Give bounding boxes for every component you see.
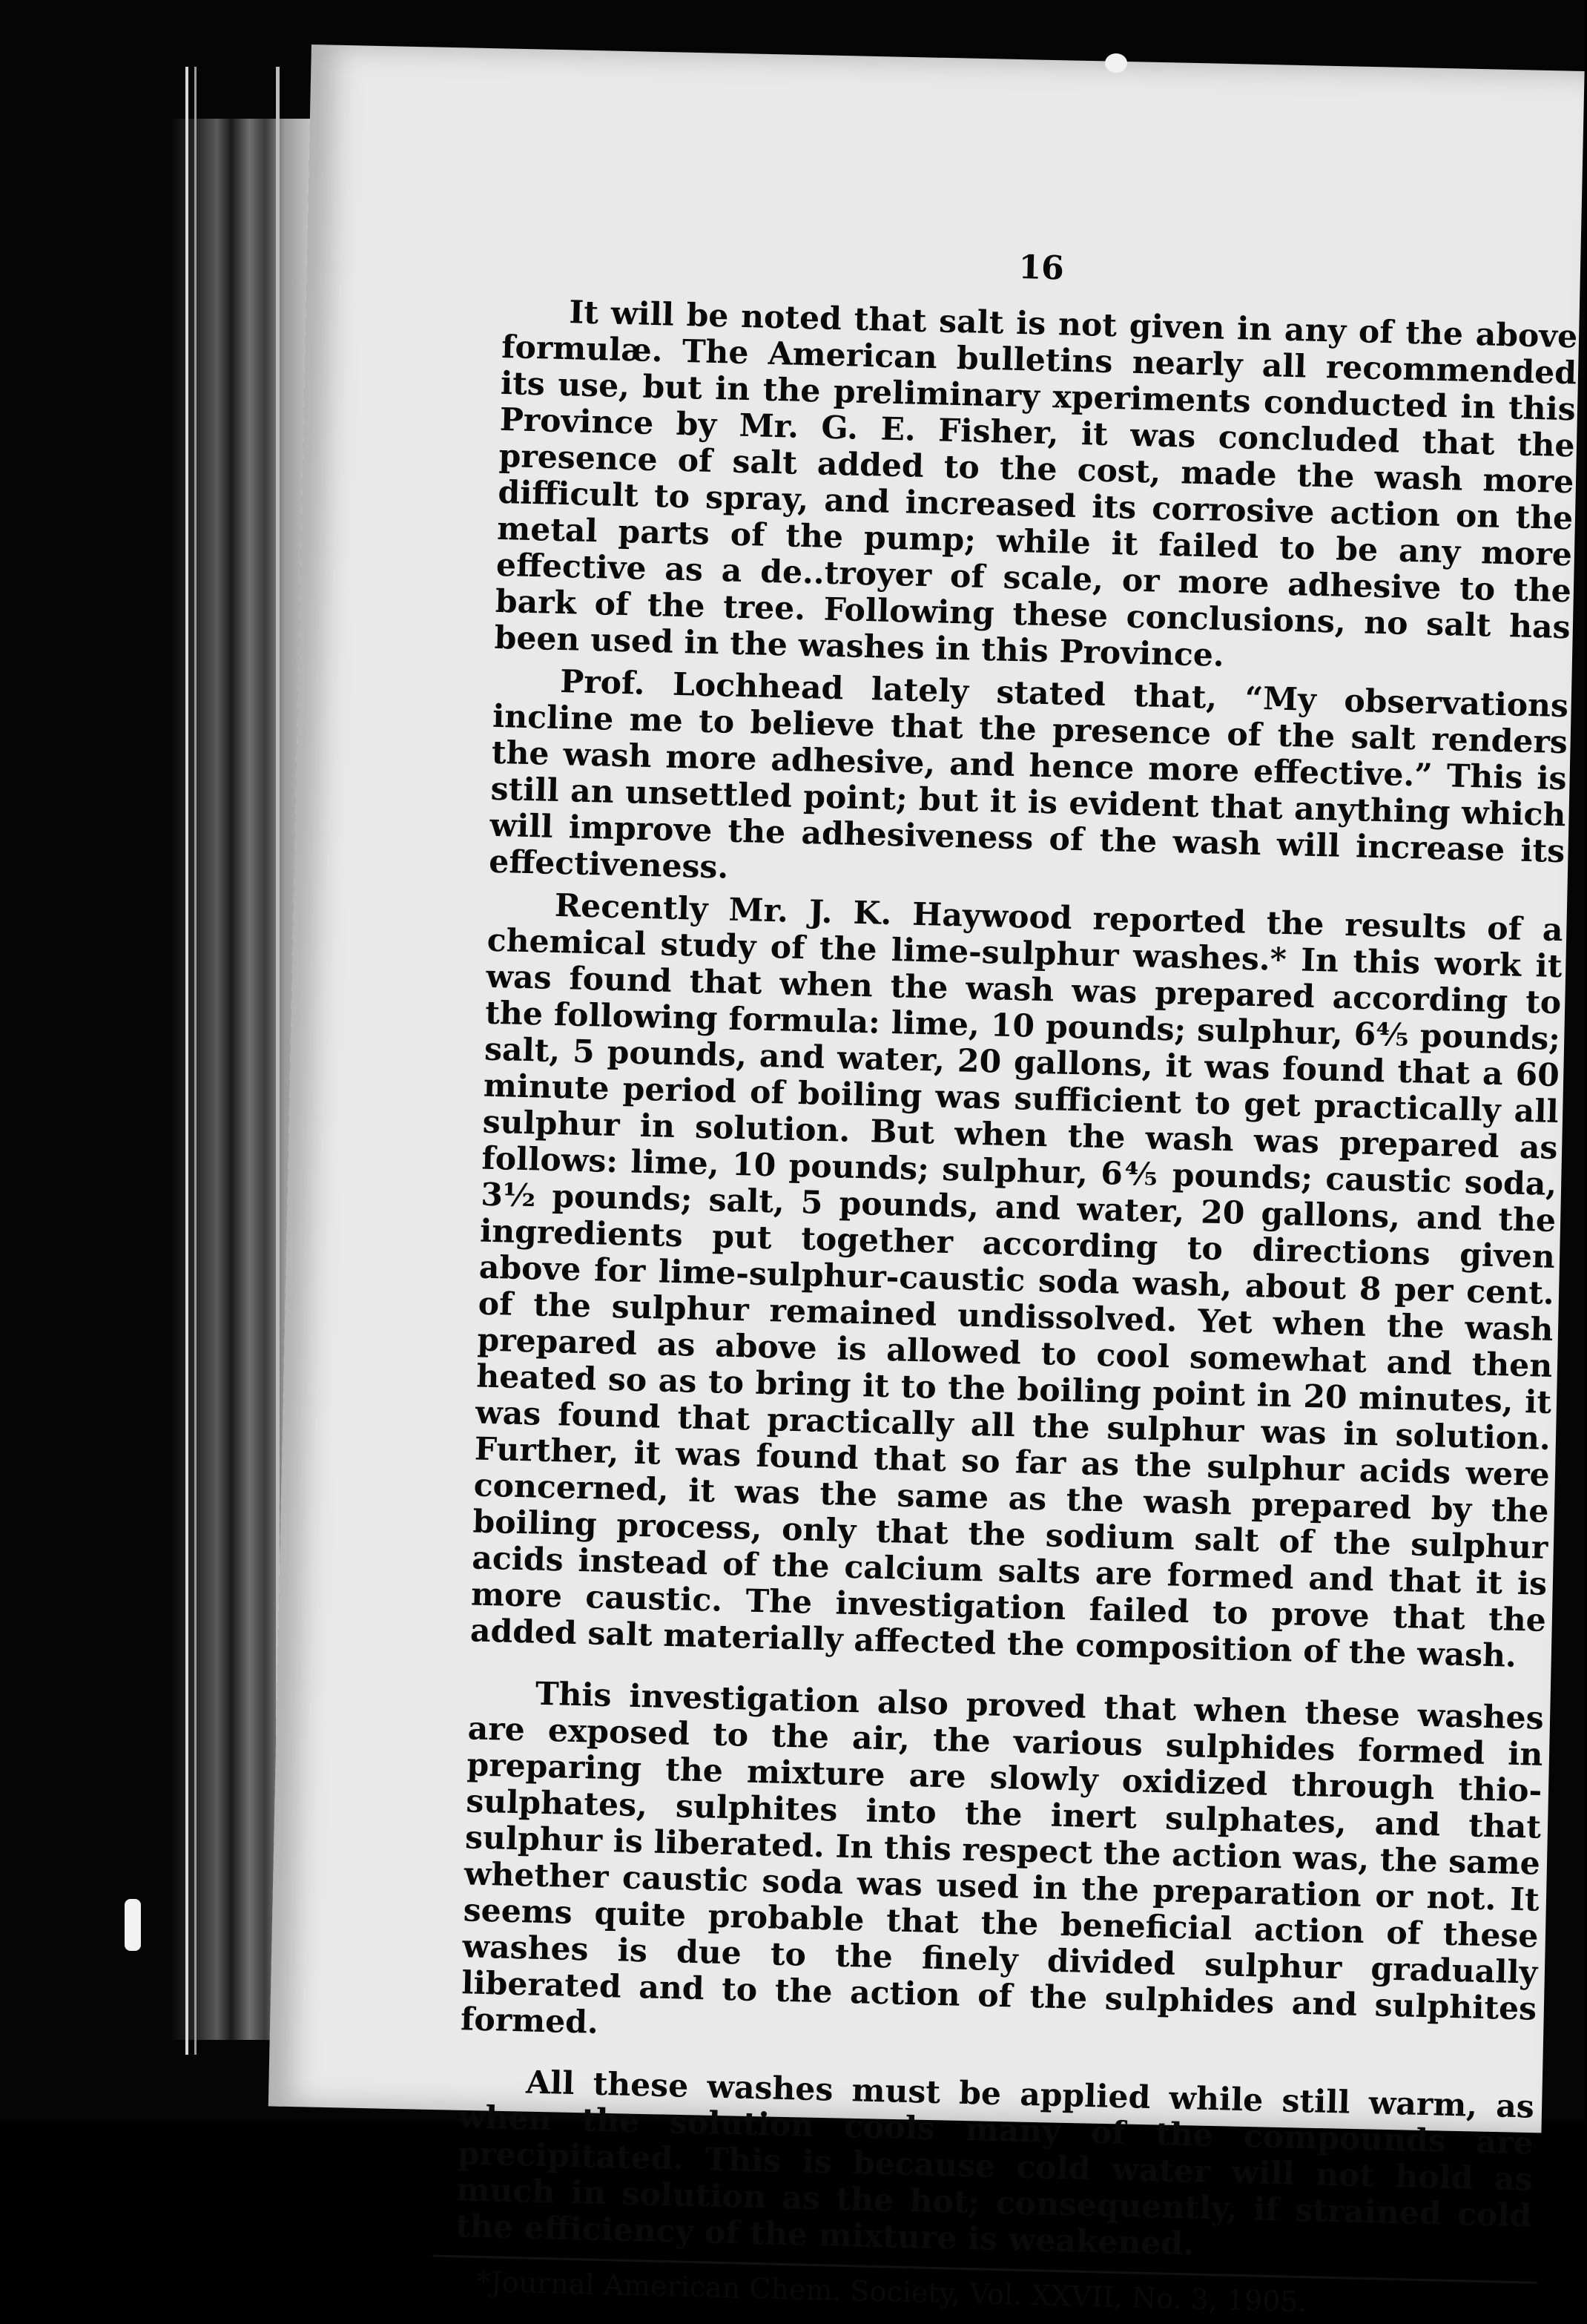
footnote: *Journal American Chem. Society, Vol. XXVII, No. 3, 1905.	[476, 2265, 1308, 2319]
page-text	[454, 236, 1579, 2324]
paragraph: Prof. Lochhead lately stated that, “My observations incline me to believe that the presence of the salt renders the wash more adhesive, and hence more effective.” This is still an unsettled point; but it is evident that anything which will improve the adhesiveness of the wash will increase its effectiveness.	[488, 663, 1569, 886]
spine-edge-line	[194, 67, 197, 2055]
paragraph: It will be noted that salt is not given in any of the above formulæ. The American bulletins nearly all recommended its use, but in the preliminary xperiments conducted in this Province by Mr. G. E. Fisher, it was concluded that the presence of salt added to the cost, made the wash more difficult to spray, and increased its corrosive action on the metal parts of the pump; while it failed to be any more effective as a de..troyer of scale, or more adhesive to the bark of the tree. Following these conclusions, no salt has been used in the washes in this Province.	[494, 294, 1578, 674]
page-number: 16	[1017, 248, 1065, 288]
paragraph: Recently Mr. J. K. Haywood reported the results of a chemical study of the lime-sulphur washes.* In this work it was found that when the wash was prepared according to the following formula: lime, 10 pounds; sulphur, 6⅘ pounds; salt, 5 pounds, and water, 20 gallons, it was found that a 60 minute period of boiling was sufficient to get practically all sulphur in solution. But when the wash was prepared as follows: lime, 10 pounds; sulphur, 6⅘ pounds; caustic soda, 3½ pounds; salt, 5 pounds, and water, 20 gallons, and the ingredients put together according to directions given above for lime-sulphur-caustic soda wash, about 8 per cent. of the sulphur remained undissolved. Yet when the wash prepared as above is allowed to cool somewhat and then heated so as to bring it to the boiling point in 20 minutes, it was found that practically all the sulphur was in solution. Further, it was found that so far as the sulphur acids were concerned, it was the same as the wash prepared by the boiling process, only that the sodium salt of the sulphur acids instead of the calcium salts are formed and that it is more caustic. The investigation failed to prove that the added salt materially affected the composition of the wash.	[469, 886, 1564, 1675]
paper-speck	[125, 1899, 141, 1951]
paper-speck	[1105, 53, 1127, 73]
paragraph: All these washes must be applied while still warm, as when the solution cools many of the compounds are precipitated. This is because cold water will not hold as much in solution as the hot; consequently, if strained cold the efficiency of the mixture is weakened.	[455, 2064, 1535, 2263]
spine-edge-line	[185, 67, 188, 2055]
paragraph: This investigation also proved that when these washes are exposed to the air, the various sulphides formed in preparing the mixture are slowly oxidized through thio-sulphates, sulphites into the inert sulphates, and that sulphur is liberated. In this respect the action was, the same whether caustic soda was used in the preparation or not. It seems quite probable that the beneficial action of these washes is due to the finely divided sulphur gradually liberated and to the action of the sulphides and sulphites formed.	[460, 1675, 1545, 2041]
